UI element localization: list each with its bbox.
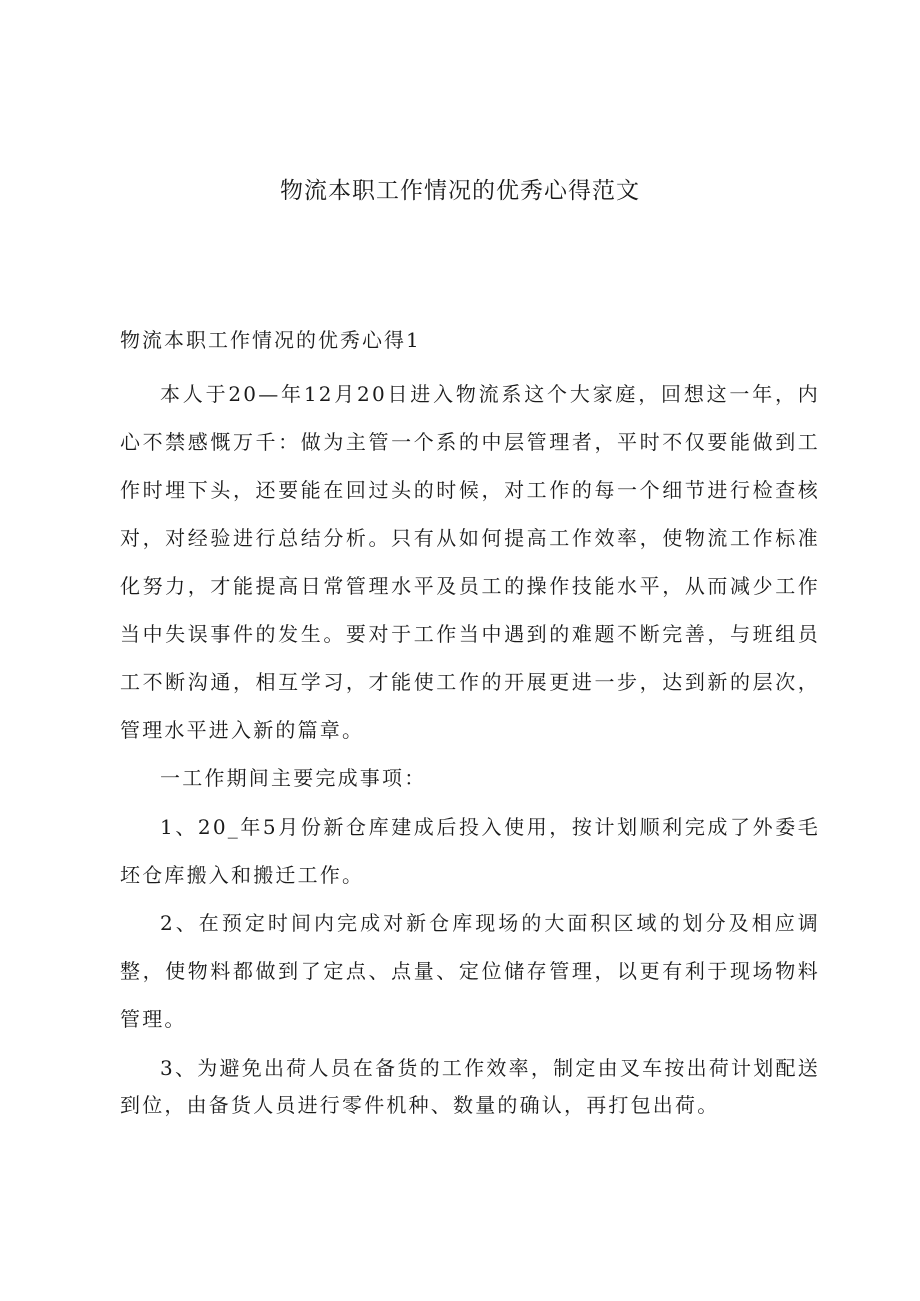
paragraph-item-3: [120, 1050, 820, 1124]
paragraph-text: 一工作期间主要完成事项：: [160, 766, 427, 790]
paragraph-item-2: [120, 899, 820, 1043]
paragraph-intro: [120, 370, 820, 754]
paragraph-text: 1、20_年5月份新仓库建成后投入使用，按计划顺利完成了外委毛坯仓库搬入和搬迁工作。: [120, 815, 820, 887]
paragraph-text: 2、在预定时间内完成对新仓库现场的大面积区域的划分及相应调整，使物料都做到了定点、点量、定位储存管理，以更有利于现场物料管理。: [120, 911, 820, 1031]
paragraph-item-1: [120, 803, 820, 899]
paragraph-work-items-heading: [120, 754, 820, 802]
document-title: 物流本职工作情况的优秀心得范文: [280, 178, 640, 204]
paragraph-text: 3、为避免出荷人员在备货的工作效率，制定由叉车按出荷计划配送到位，由备货人员进行零件机种、数量的确认，再打包出荷。: [120, 1056, 820, 1117]
paragraph-text: 本人于20—年12月20日进入物流系这个大家庭，回想这一年，内心不禁感慨万千：做为主管一个系的中层管理者，平时不仅要能做到工作时埋下头，还要能在回过头的时候，对工作的每一个细节进行检查核对，对经验进行总结分析。只有从如何提高工作效率，使物流工作标准化努力，才能提高日常管理水平及员工的操作技能水平，从而减少工作当中失误事件的发生。要对于工作当中遇到的难题不断完善，与班组员工不断沟通，相互学习，才能使工作的开展更进一步，达到新的层次，管理水平进入新的篇章。: [120, 382, 820, 742]
section-heading: 物流本职工作情况的优秀心得1: [120, 328, 421, 352]
